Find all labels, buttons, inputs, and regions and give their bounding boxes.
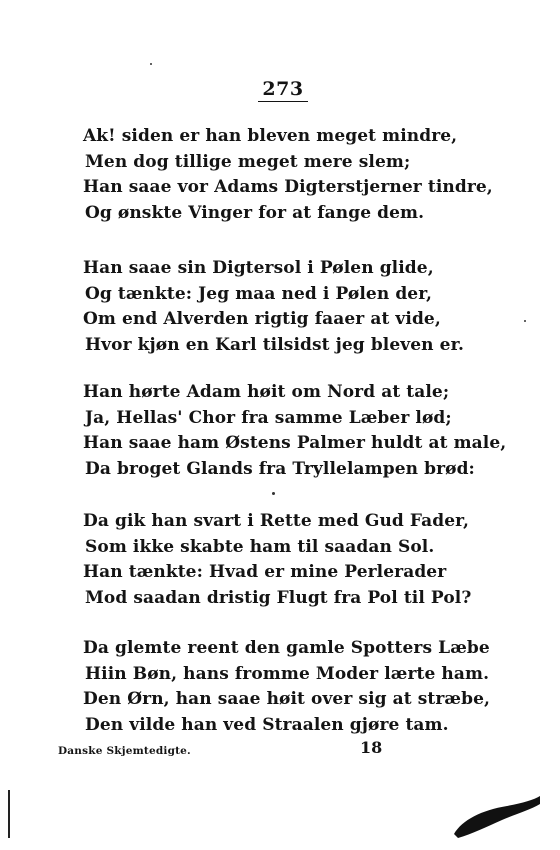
signature-mark: Danske Skjemtedigte. (58, 745, 191, 757)
verse-line: Da glemte reent den gamle Spotters Læbe (83, 638, 490, 658)
verse-line: Han saae vor Adams Digterstjerner tindre, (83, 177, 493, 197)
stanza-5 (83, 636, 503, 738)
verse-line: Hvor kjøn en Karl tilsidst jeg bleven er. (85, 334, 465, 355)
stanza-4 (83, 509, 503, 611)
verse-line: Den Ørn, han saae høit over sig at stræbe, (83, 689, 491, 709)
scan-margin-line (8, 790, 10, 838)
verse-line: Han hørte Adam høit om Nord at tale; (83, 382, 450, 402)
verse-line: Den vilde han ved Straalen gjøre tam. (85, 714, 449, 735)
scan-ink-blot (452, 790, 542, 840)
verse-line: Ja, Hellas' Chor fra samme Læber lød; (85, 407, 452, 428)
scan-speck (524, 320, 526, 322)
page-number (0, 78, 560, 102)
verse-line: Som ikke skabte ham til saadan Sol. (85, 536, 435, 557)
verse-line: Hiin Bøn, hans fromme Moder lærte ham. (85, 663, 490, 684)
verse-line: Han saae ham Østens Palmer huldt at male, (83, 433, 507, 453)
verse-line: Og tænkte: Jeg maa ned i Pølen der, (85, 283, 433, 304)
verse-line: Ak! siden er han bleven meget mindre, (83, 126, 458, 146)
stanza-1 (83, 124, 503, 226)
verse-line: Han saae sin Digtersol i Pølen glide, (83, 258, 434, 278)
verse-line: Men dog tillige meget mere slem; (85, 151, 411, 172)
stanza-3 (83, 380, 507, 482)
verse-line: Mod saadan dristig Flugt fra Pol til Pol? (85, 587, 472, 608)
verse-line: Da broget Glands fra Tryllelampen brød: (85, 458, 475, 479)
scan-speck (272, 492, 275, 495)
verse-line: Og ønskte Vinger for at fange dem. (85, 202, 425, 223)
verse-line: Da gik han svart i Rette med Gud Fader, (83, 511, 470, 531)
scan-speck (150, 63, 152, 65)
verse-line: Om end Alverden rigtig faaer at vide, (83, 309, 441, 329)
verse-line: Han tænkte: Hvad er mine Perlerader (83, 562, 447, 582)
stanza-2 (83, 256, 503, 358)
page-number-text: 273 (258, 78, 307, 102)
sheet-number: 18 (360, 738, 383, 757)
